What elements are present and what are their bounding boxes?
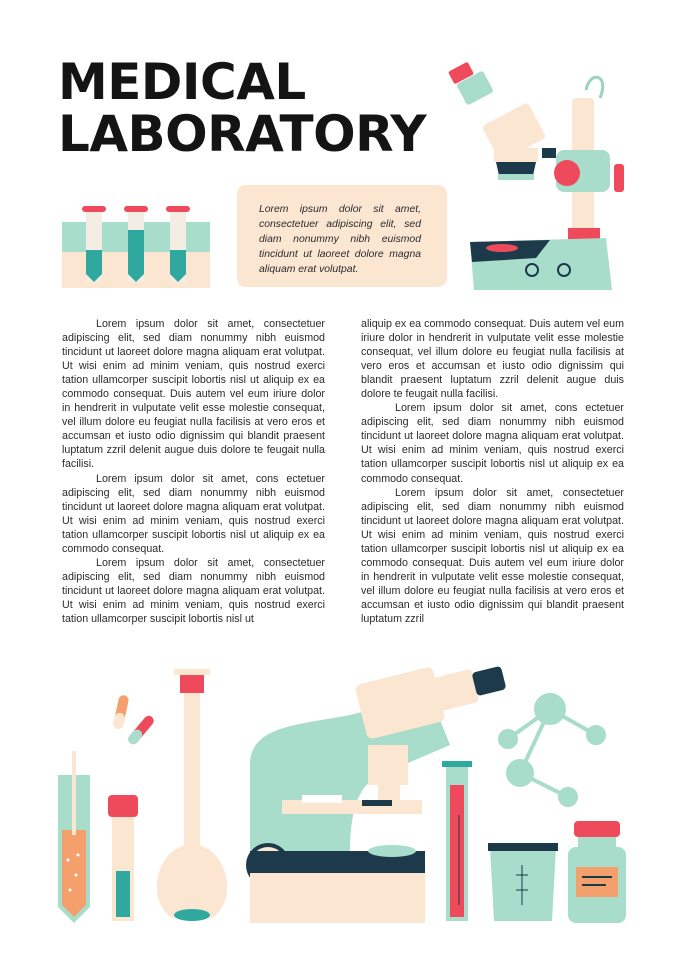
volumetric-flask-icon — [157, 669, 227, 921]
page-title — [58, 53, 427, 163]
paragraph: aliquip ex ea commodo consequat. Duis autem vel eum iriure dolor in hendrerit in vulputate velit esse molestie consequat, vel illum dolore eu feugiat nulla facilisis at vero eros et accumsan et iusto odio dignissim qui blandit praesent luptatum zzril delenit augue duis dolore te feugait nulla facilisi. — [361, 318, 624, 401]
test-tube-rack-icon — [60, 200, 212, 292]
paragraph: Lorem ipsum dolor sit amet, consectetuer adipiscing elit, sed diam nonummy nibh euismod tincidunt ut laoreet dolore magna aliquam erat volutpat. Ut wisi enim ad minim veniam, quis nostrud exerci tation ullamcorper suscipit lobortis nisl ut aliquip ex ea commodo consequat. Duis autem vel eum iriure dolor in hendrerit in vulputate velit esse molestie consequat, vel illum dolore eu feugiat nulla facilisis at vero eros et accumsan et iusto odio dignissim qui blandit praesent luptatum zzril delenit augue duis dolore te feugait nulla facilisi. — [62, 318, 325, 471]
intro-callout-text: Lorem ipsum dolor sit amet, consectetuer adipiscing elit, sed diam nonummy nibh euismod tincidunt ut laoreet dolore magna aliquam erat volutpat. — [259, 204, 421, 275]
title-line-1: MEDICAL — [58, 53, 306, 111]
paragraph: Lorem ipsum dolor sit amet, consectetuer adipiscing elit, sed diam nonummy nibh euismod tincidunt ut laoreet dolore magna aliquam erat volutpat. Ut wisi enim ad minim veniam, quis nostrud exerci tation ullamcorper suscipit lobortis nisl ut — [62, 556, 325, 625]
swab-tube-icon — [58, 751, 90, 923]
paragraph: Lorem ipsum dolor sit amet, cons ectetuer adipiscing elit, sed diam nonummy nibh euismod tincidunt ut laoreet dolore magna aliquam erat volutpat. Ut wisi enim ad minim veniam, quis nostrud exerci tation ullamcorper suscipit lobortis nisl ut aliquip ex ea commodo consequat. — [62, 472, 325, 555]
capsule-icon — [113, 694, 156, 746]
graduated-tube-icon — [442, 761, 472, 921]
lab-equipment-illustration — [50, 655, 650, 930]
body-column-right — [361, 317, 624, 626]
blood-tube-icon — [108, 795, 138, 921]
measuring-beaker-icon — [488, 843, 558, 921]
microscope-icon — [440, 62, 640, 294]
molecule-icon — [500, 695, 604, 805]
body-column-left — [62, 317, 325, 626]
title-line-2: LABORATORY — [58, 105, 427, 163]
paragraph: Lorem ipsum dolor sit amet, consectetuer adipiscing elit, sed diam nonummy nibh euismod tincidunt ut laoreet dolore magna aliquam erat volutpat. Ut wisi enim ad minim veniam, quis nostrud exerci tation ullamcorper suscipit lobortis nisl ut aliquip ex ea commodo consequat. Duis autem vel eum iriure dolor in hendrerit in vulputate velit esse molestie consequat, vel illum dolore eu feugiat nulla facilisis at vero eros et accumsan et iusto odio dignissim qui blandit praesent luptatum zzril — [361, 486, 624, 625]
medicine-vial-icon — [568, 821, 626, 923]
paragraph: Lorem ipsum dolor sit amet, cons ectetuer adipiscing elit, sed diam nonummy nibh euismod tincidunt ut laoreet dolore magna aliquam erat volutpat. Ut wisi enim ad minim veniam, quis nostrud exerci tation ullamcorper suscipit lobortis nisl ut aliquip ex ea commodo consequat. — [361, 402, 624, 485]
intro-callout — [237, 185, 447, 287]
